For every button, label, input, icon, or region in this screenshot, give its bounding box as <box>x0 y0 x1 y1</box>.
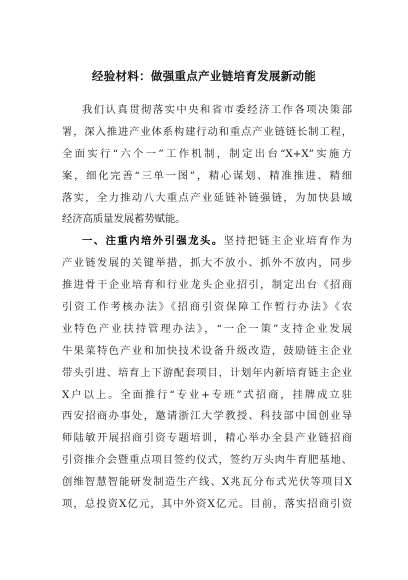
paragraph-line: 牛果菜特色产业和加快技术设备升级改造，鼓励链主企业 <box>62 344 352 357</box>
paragraph-line: 业特色产业扶持管理办法》，“一企一策”支持企业发展 <box>62 322 352 335</box>
paragraph-line: 推进骨干企业培育和行业龙头企业招引，制定出台《招商 <box>62 279 352 292</box>
paragraph-line: 产业链发展的关键举措，抓大不放小、抓外不放内，同步 <box>62 257 352 270</box>
document-title: 经验材料：做强重点产业链培育发展新动能 <box>91 69 317 83</box>
paragraph-line: 案，细化完善“三单一图”，精心谋划、精准推进、精细 <box>62 169 352 182</box>
section-heading: 一、注重内培外引强龙头。 <box>82 235 224 248</box>
document-body <box>62 100 352 516</box>
paragraph-line: 引资推介会暨重点项目签约仪式，签约万头肉牛育肥基地、 <box>62 454 352 467</box>
paragraph-line: X户以上。全面推行“专业+专班”式招商，挂牌成立驻 <box>62 388 352 401</box>
paragraph-line: 经济高质量发展蓄势赋能。 <box>62 213 186 226</box>
paragraph-line: 西安招商办事处，邀请浙江大学教授、科技部中国创业导 <box>62 410 352 423</box>
paragraph-line: 署，深入推进产业体系构建行动和重点产业链链长制工程， <box>62 125 352 138</box>
paragraph-line: 全面实行“六个一”工作机制，制定出台“X+X”实施方 <box>62 147 352 160</box>
paragraph-section-one <box>62 231 352 516</box>
paragraph-line: 师陆敏开展招商引资专题培训，精心举办全县产业链招商 <box>62 432 352 445</box>
paragraph-line: 带头引进、培育上下游配套项目，计划年内新培育链主企业 <box>62 366 352 379</box>
paragraph-line: 创维智慧智能研发制造生产线、X兆瓦分布式光伏等项目X <box>62 476 352 489</box>
paragraph-line <box>62 231 352 253</box>
paragraph-line: 项，总投资X亿元，其中外资X亿元。目前，落实招商引资 <box>62 498 352 511</box>
paragraph-intro <box>62 100 352 231</box>
paragraph-line: 引资工作考核办法》《招商引资保障工作暂行办法》《农 <box>62 301 352 314</box>
section-first-line-text: 坚持把链主企业培育作为 <box>223 235 352 248</box>
paragraph-line: 我们认真贯彻落实中央和省市委经济工作各项决策部 <box>82 104 352 116</box>
paragraph-line: 落实，全力推动八大重点产业延链补链强链，为加快县域 <box>62 191 352 204</box>
